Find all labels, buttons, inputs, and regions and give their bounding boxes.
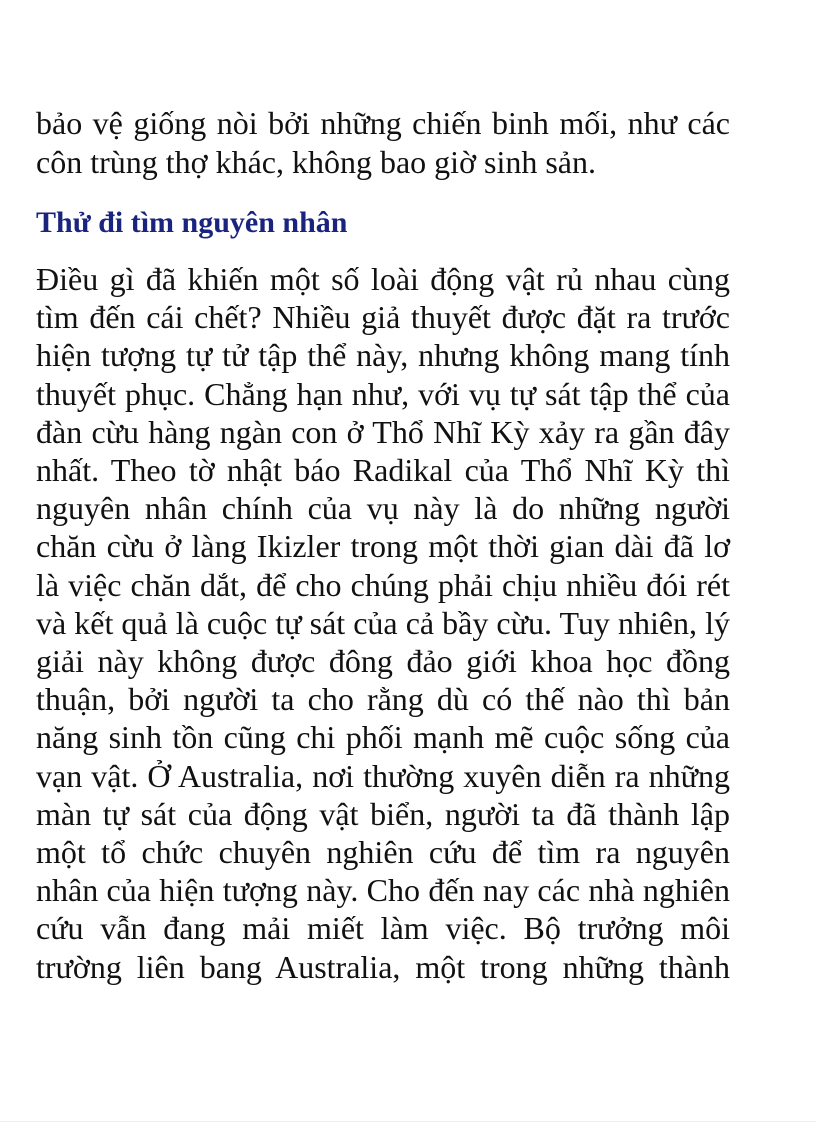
text-line: đàn cừu hàng ngàn con ở Thổ Nhĩ Kỳ xảy ra gần đây	[36, 413, 730, 450]
text-line: tìm đến cái chết? Nhiều giả thuyết được đặt ra trước	[36, 299, 730, 336]
text-line: màn tự sát của động vật biển, người ta đã thành lập	[36, 795, 730, 832]
text-line: là việc chăn dắt, để cho chúng phải chịu nhiều đói rét	[36, 566, 730, 603]
text-line: một tổ chức chuyên nghiên cứu để tìm ra nguyên	[36, 834, 730, 871]
text-line: thuận, bởi người ta cho rằng dù có thế nào thì bản	[36, 681, 730, 718]
text-line: Điều gì đã khiến một số loài động vật rủ nhau cùng	[36, 261, 730, 297]
text-line: côn trùng thợ khác, không bao giờ sinh sản.	[36, 143, 596, 180]
text-line: nhất. Theo tờ nhật báo Radikal của Thổ Nhĩ Kỳ thì	[36, 452, 730, 489]
text-line: thuyết phục. Chẳng hạn như, với vụ tự sát tập thể của	[36, 375, 730, 412]
text-line: trường liên bang Australia, một trong những thành	[36, 948, 730, 985]
body-paragraph	[36, 260, 730, 986]
intro-paragraph	[36, 104, 730, 181]
text-line: và kết quả là cuộc tự sát của cả bầy cừu. Tuy nhiên, lý	[36, 604, 730, 641]
document-page	[36, 104, 730, 986]
page-bottom-divider	[0, 1121, 816, 1122]
section-heading: Thử đi tìm nguyên nhân	[36, 206, 348, 239]
text-line: nhân của hiện tượng này. Cho đến nay các nhà nghiên	[36, 872, 730, 909]
text-line: năng sinh tồn cũng chi phối mạnh mẽ cuộc sống của	[36, 719, 730, 756]
text-line: giải này không được đông đảo giới khoa học đồng	[36, 643, 730, 680]
text-line: nguyên nhân chính của vụ này là do những người	[36, 490, 730, 527]
text-line: chăn cừu ở làng Ikizler trong một thời gian dài đã lơ	[36, 528, 730, 565]
text-line: hiện tượng tự tử tập thể này, nhưng không mang tính	[36, 337, 730, 374]
text-line: bảo vệ giống nòi bởi những chiến binh mối, như các	[36, 105, 730, 141]
text-line: vạn vật. Ở Australia, nơi thường xuyên diễn ra những	[36, 757, 730, 794]
text-line: cứu vẫn đang mải miết làm việc. Bộ trưởng môi	[36, 910, 730, 947]
